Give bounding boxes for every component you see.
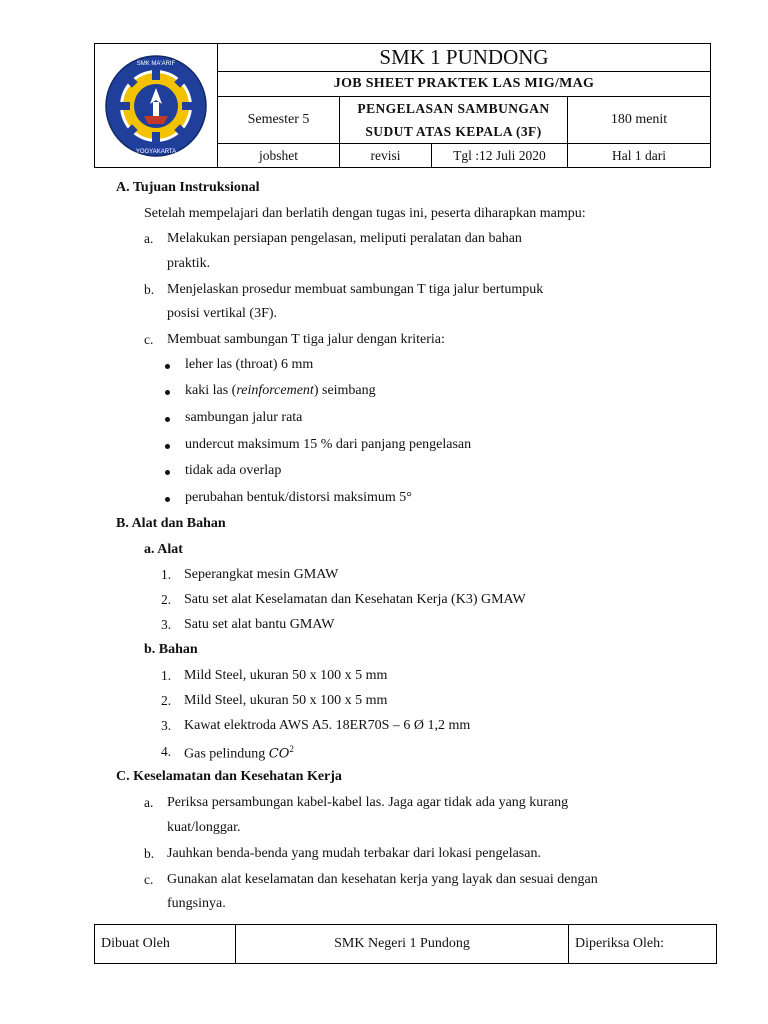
item-marker: a. (144, 795, 154, 810)
list-number: 1. (161, 668, 172, 683)
alat-heading: a. Alat (144, 542, 183, 557)
bahan-item: Mild Steel, ukuran 50 x 100 x 5 mm (184, 668, 388, 683)
duration-cell: 180 menit (568, 97, 711, 144)
list-number: 3. (161, 718, 172, 733)
job-title-line2: SUDUT ATAS KEPALA (3F) (365, 124, 542, 139)
objective-a-line1: Melakukan persiapan pengelasan, meliputi peralatan dan bahan (167, 231, 522, 246)
criteria-emphasis: reinforcement (236, 383, 314, 398)
list-number: 2. (161, 693, 172, 708)
bahan-item (184, 744, 294, 763)
list-number: 2. (161, 592, 172, 607)
bullet-dot (165, 444, 170, 449)
footer-school-cell: SMK Negeri 1 Pundong (236, 925, 569, 964)
section-a-heading: A. Tujuan Instruksional (116, 180, 260, 195)
list-number: 3. (161, 617, 172, 632)
bahan-text: Gas pelindung (184, 746, 269, 762)
school-name: SMK 1 PUNDONG (218, 44, 711, 72)
safety-c-line2: fungsinya. (167, 896, 226, 911)
header-table (94, 43, 711, 168)
svg-text:SMK MA'ARIF: SMK MA'ARIF (136, 60, 176, 67)
bullet-dot (165, 497, 170, 502)
revision-cell: revisi (340, 144, 432, 168)
section-a-intro: Setelah mempelajari dan berlatih dengan tugas ini, peserta diharapkan mampu: (144, 206, 586, 221)
footer-table (94, 924, 717, 964)
list-number: 4. (161, 744, 172, 759)
objective-b-line2: posisi vertikal (3F). (167, 306, 278, 321)
semester-cell: Semester 5 (218, 97, 340, 144)
objective-b-line1: Menjelaskan prosedur membuat sambungan T tiga jalur bertumpuk (167, 282, 544, 297)
criteria-item: tidak ada overlap (185, 463, 282, 478)
co2-formula: CO (268, 746, 290, 762)
safety-a-line2: kuat/longgar. (167, 820, 241, 835)
criteria-item: sambungan jalur rata (185, 410, 303, 425)
criteria-item: undercut maksimum 15 % dari panjang pengelasan (185, 437, 472, 452)
criteria-item: leher las (throat) 6 mm (185, 357, 314, 372)
co2-subscript: 2 (289, 744, 294, 754)
item-marker: c. (144, 872, 154, 887)
bahan-item: Kawat elektroda AWS A5. 18ER70S – 6 Ø 1,2 mm (184, 718, 471, 733)
item-marker: c. (144, 332, 154, 347)
criteria-text: kaki las ( (185, 383, 237, 398)
bullet-dot (165, 470, 170, 475)
jobsheet-title: JOB SHEET PRAKTEK LAS MIG/MAG (218, 72, 711, 97)
safety-a-line1: Periksa persambungan kabel-kabel las. Jaga agar tidak ada yang kurang (167, 795, 569, 810)
item-marker: b. (144, 282, 155, 297)
section-b-heading: B. Alat dan Bahan (116, 516, 226, 531)
bullet-dot (165, 417, 170, 422)
school-logo (104, 54, 208, 158)
made-by-cell: Dibuat Oleh (95, 925, 236, 964)
alat-item: Satu set alat Keselamatan dan Kesehatan Kerja (K3) GMAW (184, 592, 526, 607)
checked-by-cell: Diperiksa Oleh: (569, 925, 717, 964)
alat-item: Satu set alat bantu GMAW (184, 617, 335, 632)
job-title-line1: PENGELASAN SAMBUNGAN (357, 101, 550, 116)
doc-type-cell: jobshet (218, 144, 340, 168)
bullet-dot (165, 364, 170, 369)
job-title-cell (340, 97, 568, 144)
logo-cell (95, 44, 218, 168)
item-marker: b. (144, 846, 155, 861)
safety-c-line1: Gunakan alat keselamatan dan kesehatan kerja yang layak dan sesuai dengan (167, 872, 598, 887)
svg-text:YOGYAKARTA: YOGYAKARTA (135, 148, 177, 155)
section-c-heading: C. Keselamatan dan Kesehatan Kerja (116, 769, 342, 784)
bahan-heading: b. Bahan (144, 642, 198, 657)
date-cell: Tgl :12 Juli 2020 (432, 144, 568, 168)
criteria-text: ) seimbang (313, 383, 376, 398)
criteria-item (185, 383, 376, 399)
alat-item: Seperangkat mesin GMAW (184, 567, 339, 582)
safety-b-line1: Jauhkan benda-benda yang mudah terbakar dari lokasi pengelasan. (167, 846, 541, 861)
bahan-item: Mild Steel, ukuran 50 x 100 x 5 mm (184, 693, 388, 708)
criteria-item: perubahan bentuk/distorsi maksimum 5° (185, 490, 412, 505)
objective-c-line1: Membuat sambungan T tiga jalur dengan kriteria: (167, 332, 445, 347)
item-marker: a. (144, 231, 154, 246)
page-cell: Hal 1 dari (568, 144, 711, 168)
list-number: 1. (161, 567, 172, 582)
bullet-dot (165, 390, 170, 395)
objective-a-line2: praktik. (167, 256, 211, 271)
